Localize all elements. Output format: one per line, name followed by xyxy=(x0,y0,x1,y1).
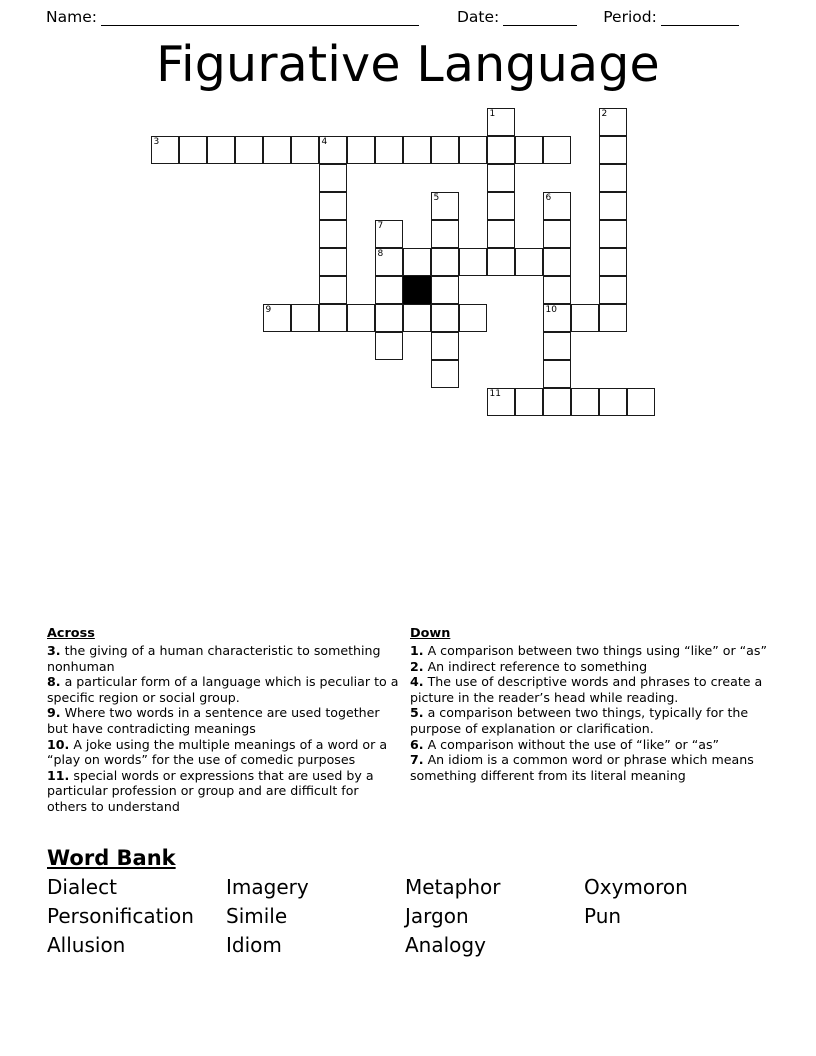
grid-cell[interactable] xyxy=(515,248,543,276)
down-clue-2 xyxy=(410,659,770,675)
grid-cell[interactable] xyxy=(599,276,627,304)
word-bank-word: Metaphor xyxy=(405,875,501,899)
across-clues-column xyxy=(47,626,399,815)
word-bank-word: Oxymoron xyxy=(584,875,688,899)
word-bank-word: Dialect xyxy=(47,875,117,899)
clue-number: 2. xyxy=(410,658,424,674)
grid-cell[interactable] xyxy=(459,304,487,332)
clue-text: A joke using the multiple meanings of a word or a “play on words” for the use of comedic purposes xyxy=(47,736,388,768)
across-clue-11 xyxy=(47,768,399,815)
cell-number: 2 xyxy=(601,109,608,119)
clue-number: 4. xyxy=(410,674,424,690)
down-clue-7 xyxy=(410,752,770,783)
grid-cell[interactable] xyxy=(403,304,431,332)
period-field[interactable] xyxy=(661,12,739,26)
word-bank-word: Imagery xyxy=(226,875,309,899)
grid-cell[interactable] xyxy=(627,388,655,416)
cell-number: 9 xyxy=(265,305,272,315)
grid-cell[interactable] xyxy=(151,136,179,164)
grid-cell[interactable] xyxy=(459,136,487,164)
word-bank-word: Idiom xyxy=(226,933,282,957)
clue-number: 3. xyxy=(47,643,61,658)
grid-cell[interactable] xyxy=(347,304,375,332)
grid-cell[interactable] xyxy=(599,388,627,416)
down-clue-4 xyxy=(410,674,770,705)
clue-text: a comparison between two things, typically for the purpose of explanation or clarification. xyxy=(410,705,749,736)
grid-cell[interactable] xyxy=(599,192,627,220)
grid-cell[interactable] xyxy=(431,304,459,332)
clue-text: A comparison between two things using “like” or “as” xyxy=(423,643,767,658)
grid-cell[interactable] xyxy=(347,136,375,164)
date-field[interactable] xyxy=(503,12,577,26)
grid-cell[interactable] xyxy=(543,332,571,360)
name-label: Name: xyxy=(46,8,97,26)
cell-number: 1 xyxy=(489,109,496,119)
cell-number: 8 xyxy=(377,249,384,259)
grid-cell[interactable] xyxy=(431,360,459,388)
grid-cell[interactable] xyxy=(375,220,403,248)
grid-cell[interactable] xyxy=(543,248,571,276)
cell-number: 10 xyxy=(545,305,557,315)
grid-cell[interactable] xyxy=(571,304,599,332)
clues-section xyxy=(0,626,816,836)
across-heading: Across xyxy=(47,626,95,641)
grid-cell[interactable] xyxy=(599,164,627,192)
word-bank-word: Personification xyxy=(47,904,194,928)
down-heading: Down xyxy=(410,626,451,641)
down-clue-1 xyxy=(410,643,770,659)
student-info-header xyxy=(46,0,770,26)
clue-text: a particular form of a language which is peculiar to a specific region or social group. xyxy=(47,674,399,705)
grid-cell[interactable] xyxy=(599,136,627,164)
grid-cell[interactable] xyxy=(375,136,403,164)
period-label: Period: xyxy=(603,8,657,26)
across-clue-10 xyxy=(47,737,399,768)
grid-block xyxy=(403,276,431,304)
clue-text: A comparison without the use of “like” or “as” xyxy=(423,736,720,752)
cell-number: 4 xyxy=(321,137,328,147)
grid-cell[interactable] xyxy=(543,136,571,164)
grid-cell[interactable] xyxy=(515,136,543,164)
cell-number: 11 xyxy=(489,389,501,399)
clue-text: Where two words in a sentence are used together but have contradicting meanings xyxy=(47,705,380,736)
across-clue-list xyxy=(47,643,399,815)
grid-cell[interactable] xyxy=(319,276,347,304)
word-bank-word: Allusion xyxy=(47,933,126,957)
name-field[interactable] xyxy=(101,12,419,26)
grid-cell[interactable] xyxy=(431,276,459,304)
grid-cell[interactable] xyxy=(431,192,459,220)
clue-number: 11. xyxy=(47,767,70,783)
grid-cell[interactable] xyxy=(487,164,515,192)
grid-cell[interactable] xyxy=(431,332,459,360)
date-label: Date: xyxy=(456,8,500,26)
down-clues-column xyxy=(410,626,770,783)
cell-number: 7 xyxy=(377,221,384,231)
grid-cell[interactable] xyxy=(375,276,403,304)
word-bank-word: Pun xyxy=(584,904,622,928)
cell-number: 5 xyxy=(433,193,440,203)
grid-cell[interactable] xyxy=(319,220,347,248)
down-clue-list xyxy=(410,643,770,783)
grid-cell[interactable] xyxy=(599,108,627,136)
grid-cell[interactable] xyxy=(543,276,571,304)
page-title: Figurative Language xyxy=(156,36,660,93)
cell-number: 6 xyxy=(545,193,552,203)
clue-text: The use of descriptive words and phrases to create a picture in the reader’s head while reading. xyxy=(410,674,763,705)
word-bank-section xyxy=(47,845,777,960)
grid-cell[interactable] xyxy=(235,136,263,164)
grid-cell[interactable] xyxy=(543,192,571,220)
grid-cell[interactable] xyxy=(179,136,207,164)
grid-cell[interactable] xyxy=(319,164,347,192)
grid-cell[interactable] xyxy=(599,304,627,332)
clue-text: special words or expressions that are used by a particular profession or group and are difficult for others to understand xyxy=(47,767,374,814)
cell-number: 3 xyxy=(153,137,160,147)
grid-cell[interactable] xyxy=(543,360,571,388)
grid-cell[interactable] xyxy=(487,388,515,416)
word-bank-word: Analogy xyxy=(405,933,486,957)
word-bank-title: Word Bank xyxy=(47,846,176,870)
grid-cell[interactable] xyxy=(319,248,347,276)
grid-cell[interactable] xyxy=(571,388,599,416)
word-bank-word: Jargon xyxy=(405,904,469,928)
grid-cell[interactable] xyxy=(319,136,347,164)
grid-cell[interactable] xyxy=(431,220,459,248)
grid-cell[interactable] xyxy=(375,304,403,332)
across-clue-8 xyxy=(47,674,399,705)
clue-number: 8. xyxy=(47,674,61,690)
grid-cell[interactable] xyxy=(431,248,459,276)
clue-number: 1. xyxy=(410,643,424,658)
grid-cell[interactable] xyxy=(291,136,319,164)
clue-number: 5. xyxy=(410,705,424,721)
grid-cell[interactable] xyxy=(543,388,571,416)
grid-cell[interactable] xyxy=(487,136,515,164)
grid-cell[interactable] xyxy=(263,304,291,332)
down-clue-5 xyxy=(410,705,770,736)
grid-cell[interactable] xyxy=(459,248,487,276)
grid-cell[interactable] xyxy=(403,248,431,276)
clue-text: the giving of a human characteristic to something nonhuman xyxy=(47,643,381,674)
grid-cell[interactable] xyxy=(319,192,347,220)
grid-cell[interactable] xyxy=(291,304,319,332)
grid-cell[interactable] xyxy=(599,220,627,248)
grid-cell[interactable] xyxy=(487,248,515,276)
grid-cell[interactable] xyxy=(543,304,571,332)
across-clue-9 xyxy=(47,705,399,736)
grid-cell[interactable] xyxy=(487,108,515,136)
grid-cell[interactable] xyxy=(319,304,347,332)
grid-cell[interactable] xyxy=(375,332,403,360)
word-bank-word: Simile xyxy=(226,904,288,928)
grid-cell[interactable] xyxy=(599,248,627,276)
crossword-grid[interactable] xyxy=(151,108,681,428)
grid-cell[interactable] xyxy=(543,220,571,248)
grid-cell[interactable] xyxy=(487,192,515,220)
across-clue-3 xyxy=(47,643,399,674)
grid-cell[interactable] xyxy=(431,136,459,164)
clue-number: 6. xyxy=(410,736,424,752)
grid-cell[interactable] xyxy=(515,388,543,416)
grid-cell[interactable] xyxy=(263,136,291,164)
grid-cell[interactable] xyxy=(487,220,515,248)
grid-cell[interactable] xyxy=(403,136,431,164)
clue-text: An indirect reference to something xyxy=(423,658,648,674)
grid-cell[interactable] xyxy=(375,248,403,276)
clue-number: 9. xyxy=(47,705,61,721)
grid-cell[interactable] xyxy=(207,136,235,164)
clue-number: 10. xyxy=(47,736,70,752)
clue-text: An idiom is a common word or phrase which means something different from its literal meaning xyxy=(410,752,754,783)
word-bank-grid xyxy=(47,873,777,960)
down-clue-6 xyxy=(410,737,770,753)
clue-number: 7. xyxy=(410,752,424,768)
